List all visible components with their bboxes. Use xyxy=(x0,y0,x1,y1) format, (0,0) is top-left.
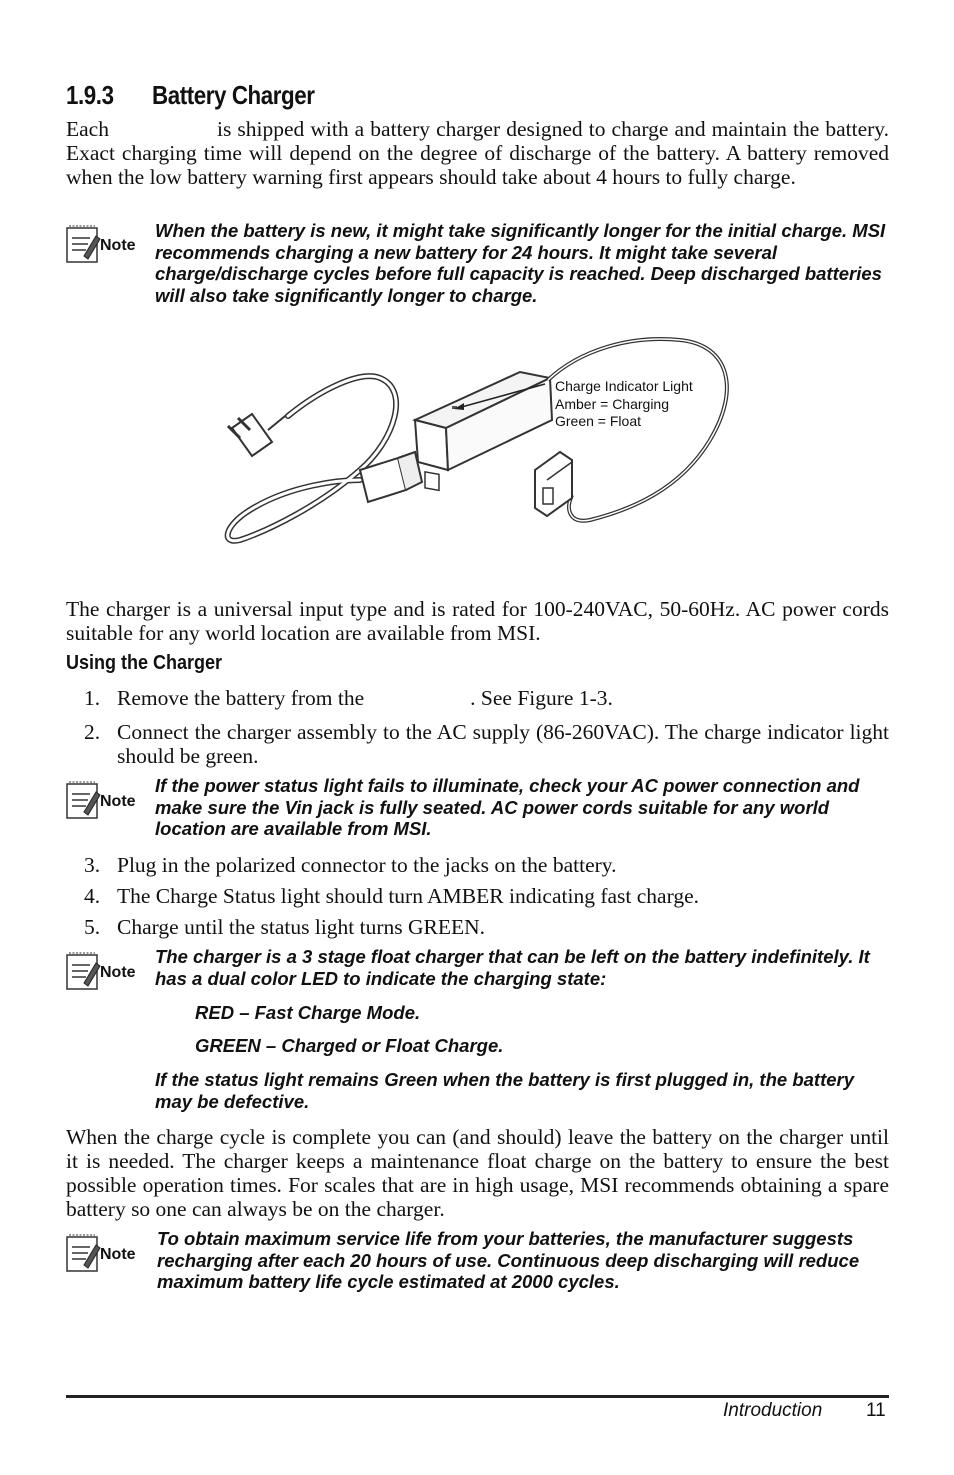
step-text: The Charge Status light should turn AMBER indicating fast charge. xyxy=(117,884,700,908)
charger-brick-icon xyxy=(415,372,552,490)
note-1-text: When the battery is new, it might take significantly longer for the initial charge. MSI recommends charging a new battery for 24 hours. It might take several charge/discharge cycles before full capacity is reached. Deep discharged batteries will also take significantly longer to charge. xyxy=(155,220,886,306)
callout-line-2: Amber = Charging xyxy=(555,396,670,412)
note-3-red: RED – Fast Charge Mode. xyxy=(195,1002,421,1023)
note-icon xyxy=(66,224,142,264)
footer-section: Introduction xyxy=(723,1400,823,1421)
step-text: Remove the battery from the xyxy=(117,686,365,710)
list-item xyxy=(84,884,889,908)
list-item xyxy=(84,720,889,768)
note-label: Note xyxy=(100,1246,136,1263)
step-number: 5. xyxy=(84,915,101,939)
step-number: 4. xyxy=(84,884,101,908)
list-item xyxy=(84,915,889,939)
charger-figure xyxy=(210,330,750,570)
section-heading xyxy=(66,80,315,111)
intro-paragraph xyxy=(66,117,889,189)
callout-line-3: Green = Float xyxy=(555,413,641,429)
note-3-text: The charger is a 3 stage float charger that can be left on the battery indefinitely. It has a dual color LED to indicate the charging state: xyxy=(155,946,870,989)
list-item xyxy=(84,686,889,710)
note-icon xyxy=(66,780,142,820)
step-text: Plug in the polarized connector to the jacks on the battery. xyxy=(117,853,617,877)
intro-body: is shipped with a battery charger designed to charge and maintain the battery. Exact charging time will depend on the degree of discharge of the battery. A battery removed when the low battery warning first appears should take about 4 hours to fully charge. xyxy=(66,117,889,189)
step-number: 3. xyxy=(84,853,101,877)
step-number: 2. xyxy=(84,720,101,744)
step-text: Connect the charger assembly to the AC supply (86-260VAC). The charge indicator light should be green. xyxy=(117,720,889,768)
note-2-text: If the power status light fails to illuminate, check your AC power connection and make sure the Vin jack is fully seated. AC power cords suitable for any world location are available from MSI. xyxy=(155,775,860,839)
note-icon xyxy=(66,951,142,991)
note-4-text: To obtain maximum service life from your batteries, the manufacturer suggests recharging after each 20 hours of use. Continuous deep discharging will reduce maximum battery life cycle estimated at 2000 cycles. xyxy=(157,1228,860,1292)
note-3-green: GREEN – Charged or Float Charge. xyxy=(195,1035,504,1056)
footer-rule xyxy=(66,1395,889,1398)
step-number: 1. xyxy=(84,686,101,710)
section-title: Battery Charger xyxy=(152,80,315,110)
page-number: 11 xyxy=(866,1400,886,1421)
note-label: Note xyxy=(100,964,136,981)
note-label: Note xyxy=(100,793,136,810)
using-charger-heading: Using the Charger xyxy=(66,652,223,674)
cycle-paragraph: When the charge cycle is complete you can (and should) leave the battery on the charger until it is needed. The charger keeps a maintenance float charge on the battery to ensure the best possible operation times. For scales that are in high usage, MSI recommends obtaining a spare battery so one can always be on the charger. xyxy=(66,1125,889,1221)
note-3-tail: If the status light remains Green when the battery is first plugged in, the battery may be defective. xyxy=(155,1069,855,1112)
intro-lead-word: Each xyxy=(66,117,109,141)
ac-plug-icon xyxy=(228,412,290,456)
battery-connector-icon xyxy=(535,452,572,516)
step-text: Charge until the status light turns GREEN. xyxy=(117,915,486,939)
step-text-tail: . See Figure 1-3. xyxy=(470,686,613,710)
note-icon xyxy=(66,1233,142,1273)
charger-paragraph: The charger is a universal input type and is rated for 100-240VAC, 50-60Hz. AC power cords suitable for any world location are available from MSI. xyxy=(66,597,889,645)
note-label: Note xyxy=(100,237,136,254)
section-number: 1.9.3 xyxy=(66,80,114,110)
callout-line-1: Charge Indicator Light xyxy=(555,378,693,394)
list-item xyxy=(84,853,889,877)
